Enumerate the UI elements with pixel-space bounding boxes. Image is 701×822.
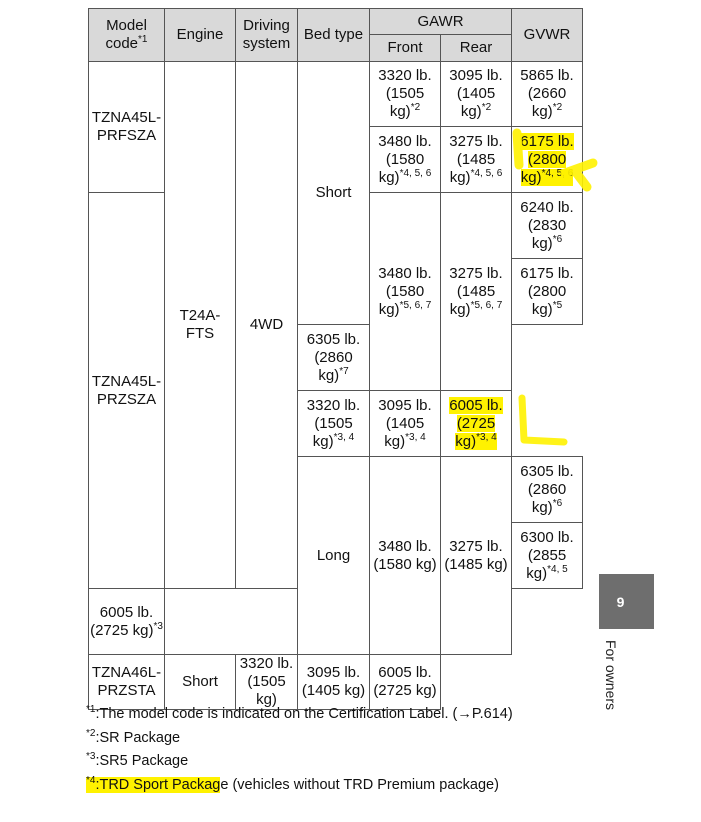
header-rear: Rear [441,35,512,62]
footnote-2: $^{*2}$:SR Package [86,727,181,746]
header-gvwr: GVWR [512,9,583,62]
header-driving-system: Driving system [236,9,298,62]
gvwr-cell: 6175 lb. (2800 kg)$^{*5}$ [512,259,583,325]
gvwr-cell: 6305 lb. (2860 kg)$^{*6}$ [512,457,583,523]
model-code-cell: TZNA46L-PRZSTA [89,655,165,710]
gawr-rear-cell: 3275 lb. (1485 kg)$^{*5, 6, 7}$ [441,193,512,391]
gvwr-cell: 5865 lb. (2660 kg)$^{*2}$ [512,62,583,127]
gvwr-cell: 6005 lb. (2725 kg)$^{*3}$ [89,589,165,655]
header-bed-type: Bed type [298,9,370,62]
header-gawr: GAWR [370,9,512,35]
gawr-rear-cell: 3095 lb. (1405 kg)$^{*2}$ [441,62,512,127]
highlighter-scribble [505,125,605,195]
header-model-code: Model code$^{*1}$ [89,9,165,62]
gawr-front-cell: 3320 lb. (1505 kg)$^{*2}$ [370,62,441,127]
footnote-3: $^{*3}$:SR5 Package [86,751,189,769]
header-engine: Engine [165,9,236,62]
footnote-1: $^{*1}$:The model code is indicated on the Certification Label. (→P.614) [86,704,513,722]
header-front: Front [370,35,441,62]
driving-system-cell: 4WD [236,62,298,589]
gvwr-cell: 6240 lb. (2830 kg)$^{*6}$ [512,193,583,259]
model-code-cell: TZNA45L-PRZSZA [89,193,165,589]
gvwr-cell: 6305 lb. (2860 kg)$^{*7}$ [298,325,370,391]
engine-cell: T24A-FTS [165,62,236,589]
model-code-cell: TZNA45L-PRFSZA [89,62,165,193]
gawr-rear-cell: 3095 lb. (1405 kg) [298,655,370,710]
gvwr-cell: 6005 lb. (2725 kg) [370,655,441,710]
gawr-rear-cell: 3095 lb. (1405 kg)$^{*3, 4}$ [370,391,441,457]
highlighter-bracket [512,394,572,450]
gvwr-cell: 6300 lb. (2855 kg)$^{*4, 5}$ [512,523,583,589]
footnotes [86,703,513,797]
section-tab[interactable]: 9 [599,574,654,629]
gawr-rear-cell: 3275 lb. (1485 kg)$^{*4, 5, 6}$ [441,127,512,193]
gawr-front-cell: 3480 lb. (1580 kg)$^{*4, 5, 6}$ [370,127,441,193]
gvwr-cell-highlighted: 6005 lb. (2725 kg)$^{*3, 4}$ [441,391,512,457]
section-label: For owners [603,640,619,711]
bed-type-cell: Short [298,62,370,325]
gvwr-cell-highlighted: 6175 lb. (2800 kg)$^{*4, 5, 6}$ [512,127,583,193]
spec-table [88,8,583,710]
bed-type-cell: Short [165,655,236,710]
gawr-front-cell: 3320 lb. (1505 kg) [236,655,298,710]
bed-type-cell: Long [298,457,370,655]
gawr-front-cell: 3480 lb. (1580 kg)$^{*5, 6, 7}$ [370,193,441,391]
gawr-rear-cell: 3275 lb. (1485 kg) [441,457,512,655]
gawr-front-cell: 3480 lb. (1580 kg) [370,457,441,655]
footnote-4: $^{*4}$:TRD Sport Package (vehicles without TRD Premium package) [86,774,499,793]
gawr-front-cell: 3320 lb. (1505 kg)$^{*3, 4}$ [298,391,370,457]
